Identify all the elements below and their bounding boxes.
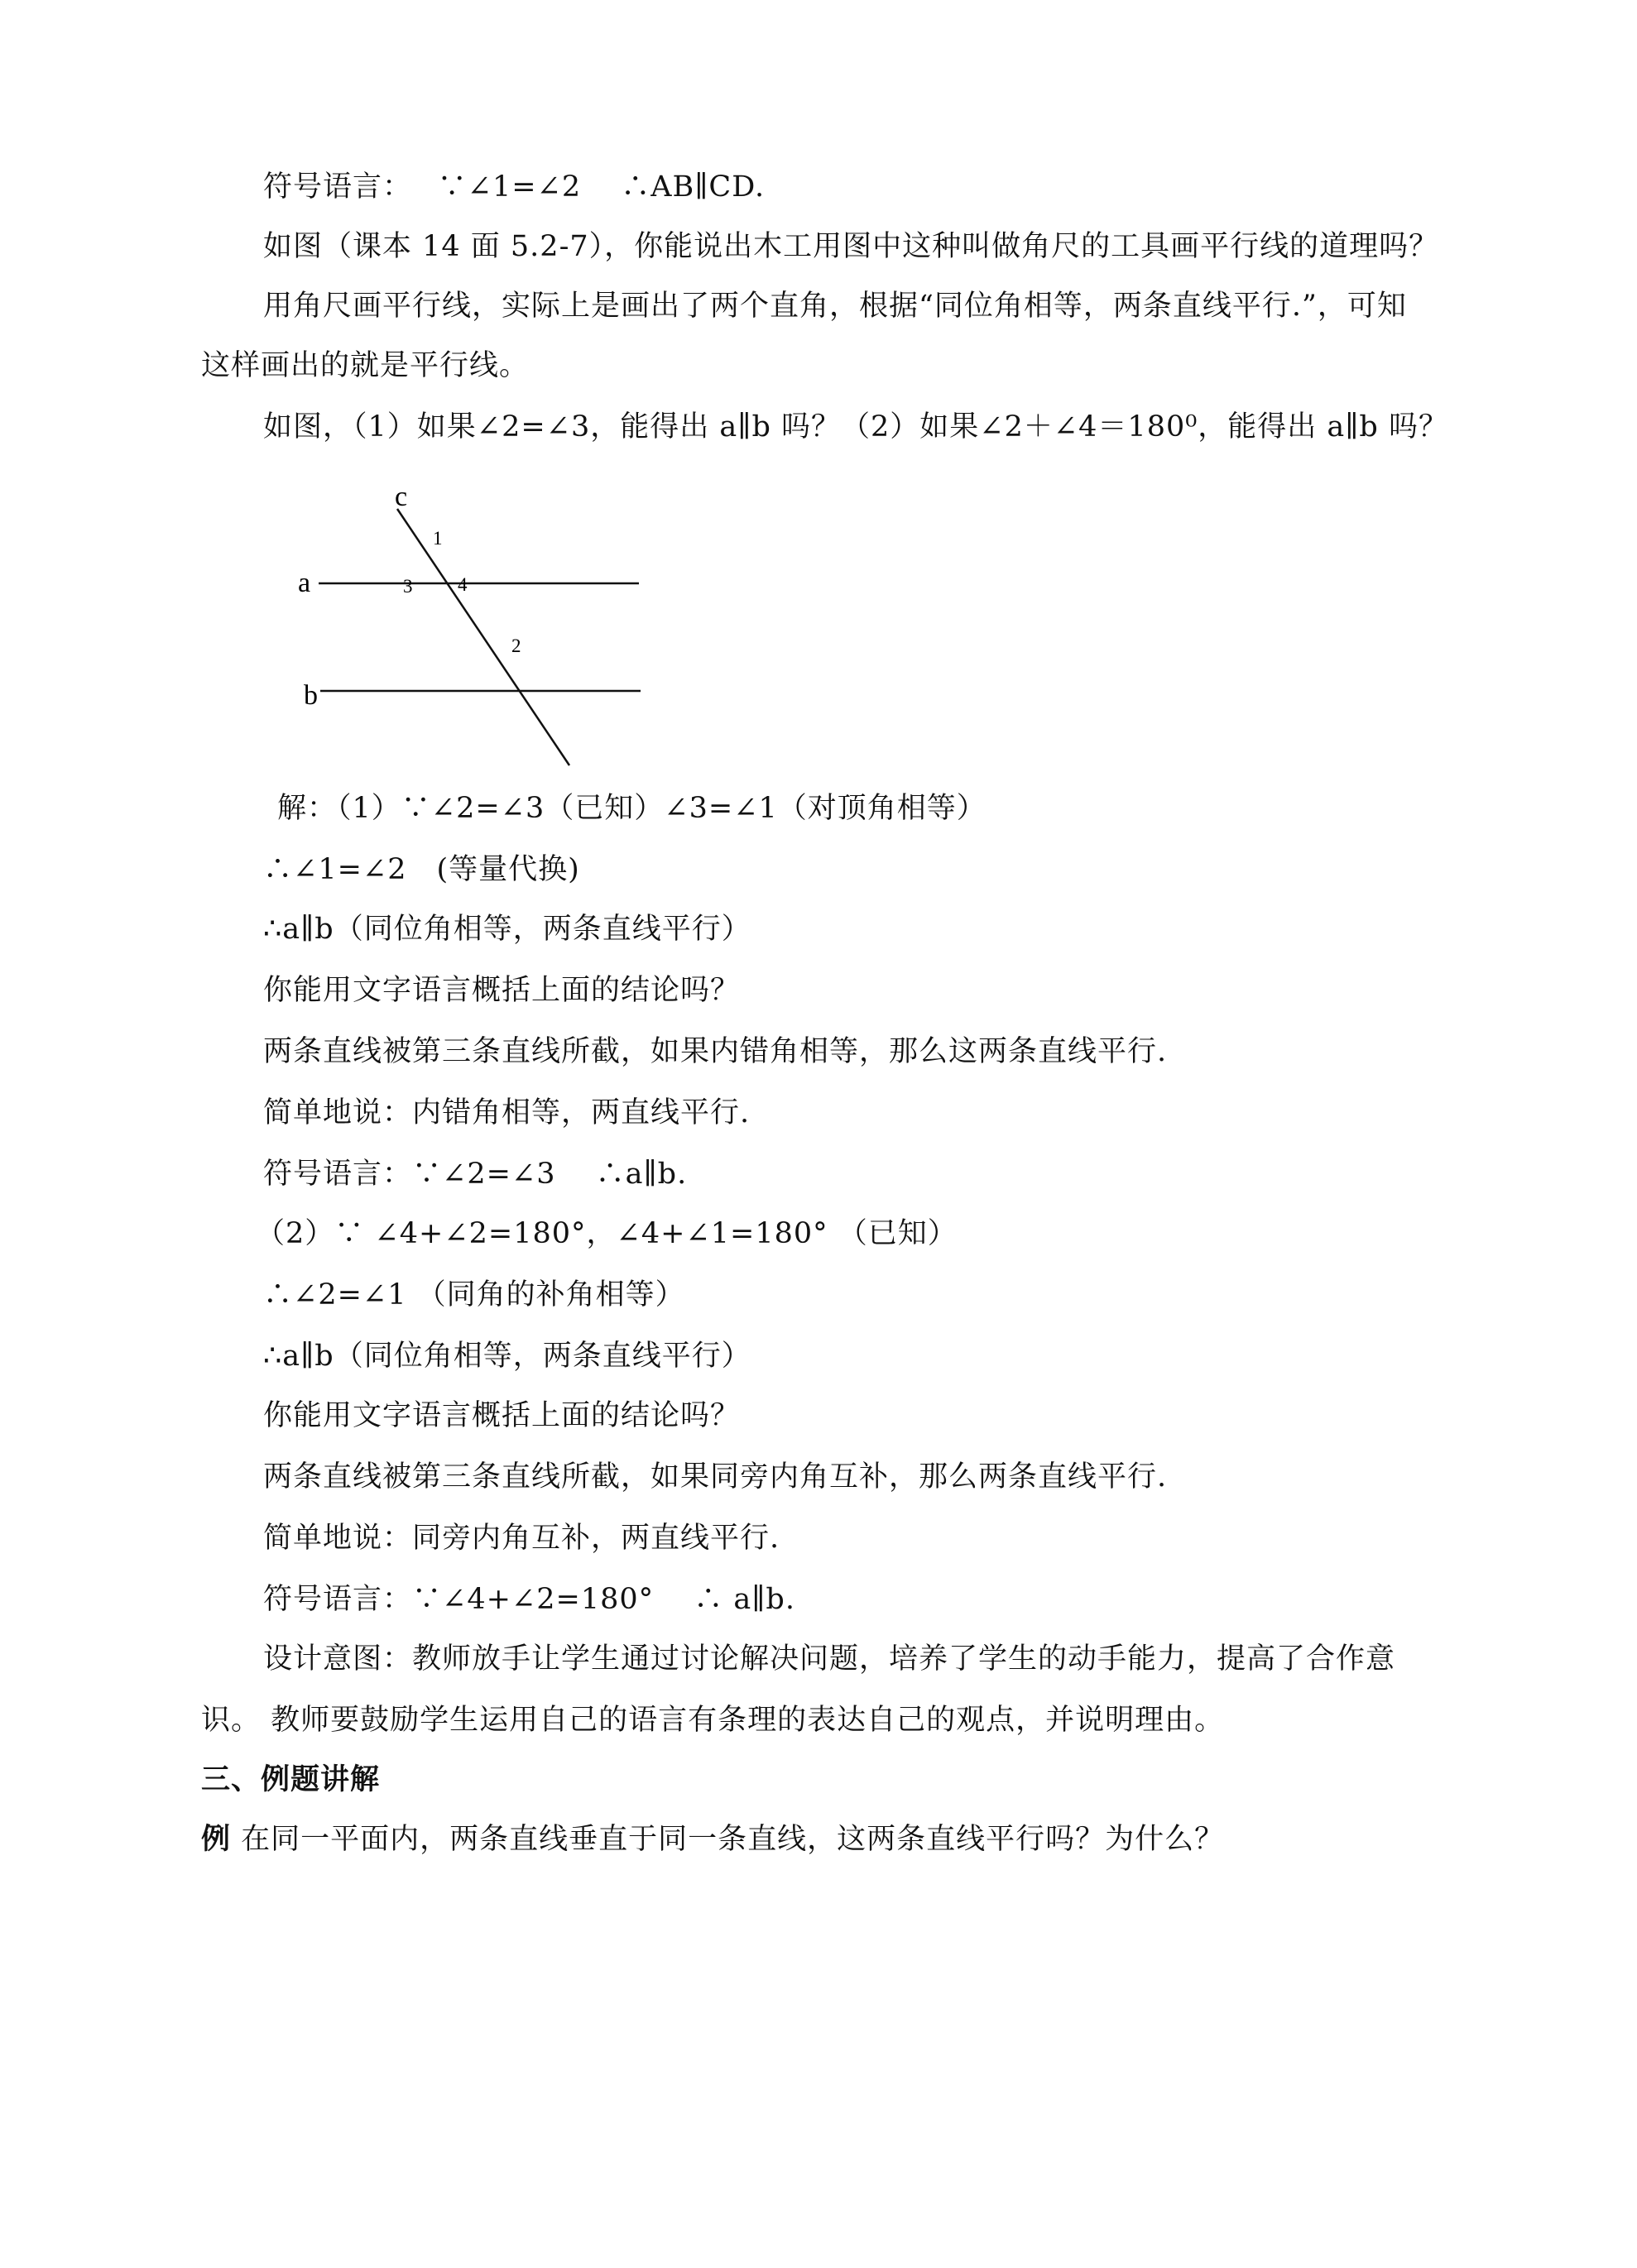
example-text: 在同一平面内，两条直线垂直于同一条直线，这两条直线平行吗？为什么？ (241, 1823, 1225, 1856)
line-c (397, 509, 569, 765)
label-c: c (395, 482, 408, 512)
angle-4-label: 4 (458, 574, 468, 595)
solution-part1-line2: ∴∠1=∠2 (等量代换) (263, 853, 580, 886)
section-heading-examples: 三、例题讲解 (201, 1762, 381, 1796)
parallel-lines-figure (281, 476, 679, 774)
summary-answer-1: 两条直线被第三条直线所截，如果内错角相等，那么这两条直线平行. (263, 1035, 1168, 1068)
simple-statement-1: 简单地说：内错角相等，两直线平行. (263, 1096, 751, 1129)
solution-part2-line3: ∴a∥b（同位角相等，两条直线平行） (263, 1340, 751, 1373)
angle-3-label: 3 (403, 576, 413, 597)
symbol-language-line-3: 符号语言：∵∠4+∠2=180° ∴ a∥b. (263, 1583, 795, 1616)
label-b: b (304, 680, 318, 711)
design-intent-line2: 识。 教师要鼓励学生运用自己的语言有条理的表达自己的观点，并说明理由。 (201, 1704, 1225, 1737)
example-label: 例 (201, 1822, 232, 1856)
design-intent-line1: 设计意图：教师放手让学生通过讨论解决问题，培养了学生的动手能力，提高了合作意 (263, 1642, 1396, 1676)
angle-2-label: 2 (511, 635, 521, 656)
carpenter-square-question: 如图（课本 14 面 5.2-7），你能说出木工用图中这种叫做角尺的工具画平行线的道理吗？ (263, 230, 1439, 263)
label-a: a (298, 568, 311, 598)
summary-answer-2: 两条直线被第三条直线所截，如果同旁内角互补，那么两条直线平行. (263, 1460, 1168, 1494)
solution-part1-line3: ∴a∥b（同位角相等，两条直线平行） (263, 913, 751, 946)
solution-part2-line2: ∴∠2=∠1 （同角的补角相等） (263, 1278, 685, 1311)
summary-question-2: 你能用文字语言概括上面的结论吗？ (263, 1399, 741, 1432)
solution-part1-line1: 解：（1）∵∠2=∠3（已知）∠3=∠1（对顶角相等） (277, 792, 987, 825)
example-question (201, 1821, 1224, 1858)
symbol-language-line-2: 符号语言：∵∠2=∠3 ∴a∥b. (263, 1158, 688, 1191)
figure-question: 如图，（1）如果∠2=∠3，能得出 a∥b 吗？（2）如果∠2＋∠4＝180⁰，能得出 a∥b 吗？ (263, 410, 1448, 444)
solution-part2-line1: （2）∵ ∠4+∠2=180°，∠4+∠1=180° （已知） (256, 1217, 958, 1250)
summary-question-1: 你能用文字语言概括上面的结论吗？ (263, 974, 741, 1007)
carpenter-square-answer: 用角尺画平行线，实际上是画出了两个直角，根据“同位角相等，两条直线平行.”，可知 (263, 290, 1407, 323)
symbol-language-line-1: 符号语言： ∵∠1=∠2 ∴AB∥CD. (263, 170, 766, 204)
simple-statement-2: 简单地说：同旁内角互补，两直线平行. (263, 1522, 780, 1555)
carpenter-square-answer-cont: 这样画出的就是平行线。 (201, 349, 530, 382)
angle-1-label: 1 (433, 528, 443, 549)
